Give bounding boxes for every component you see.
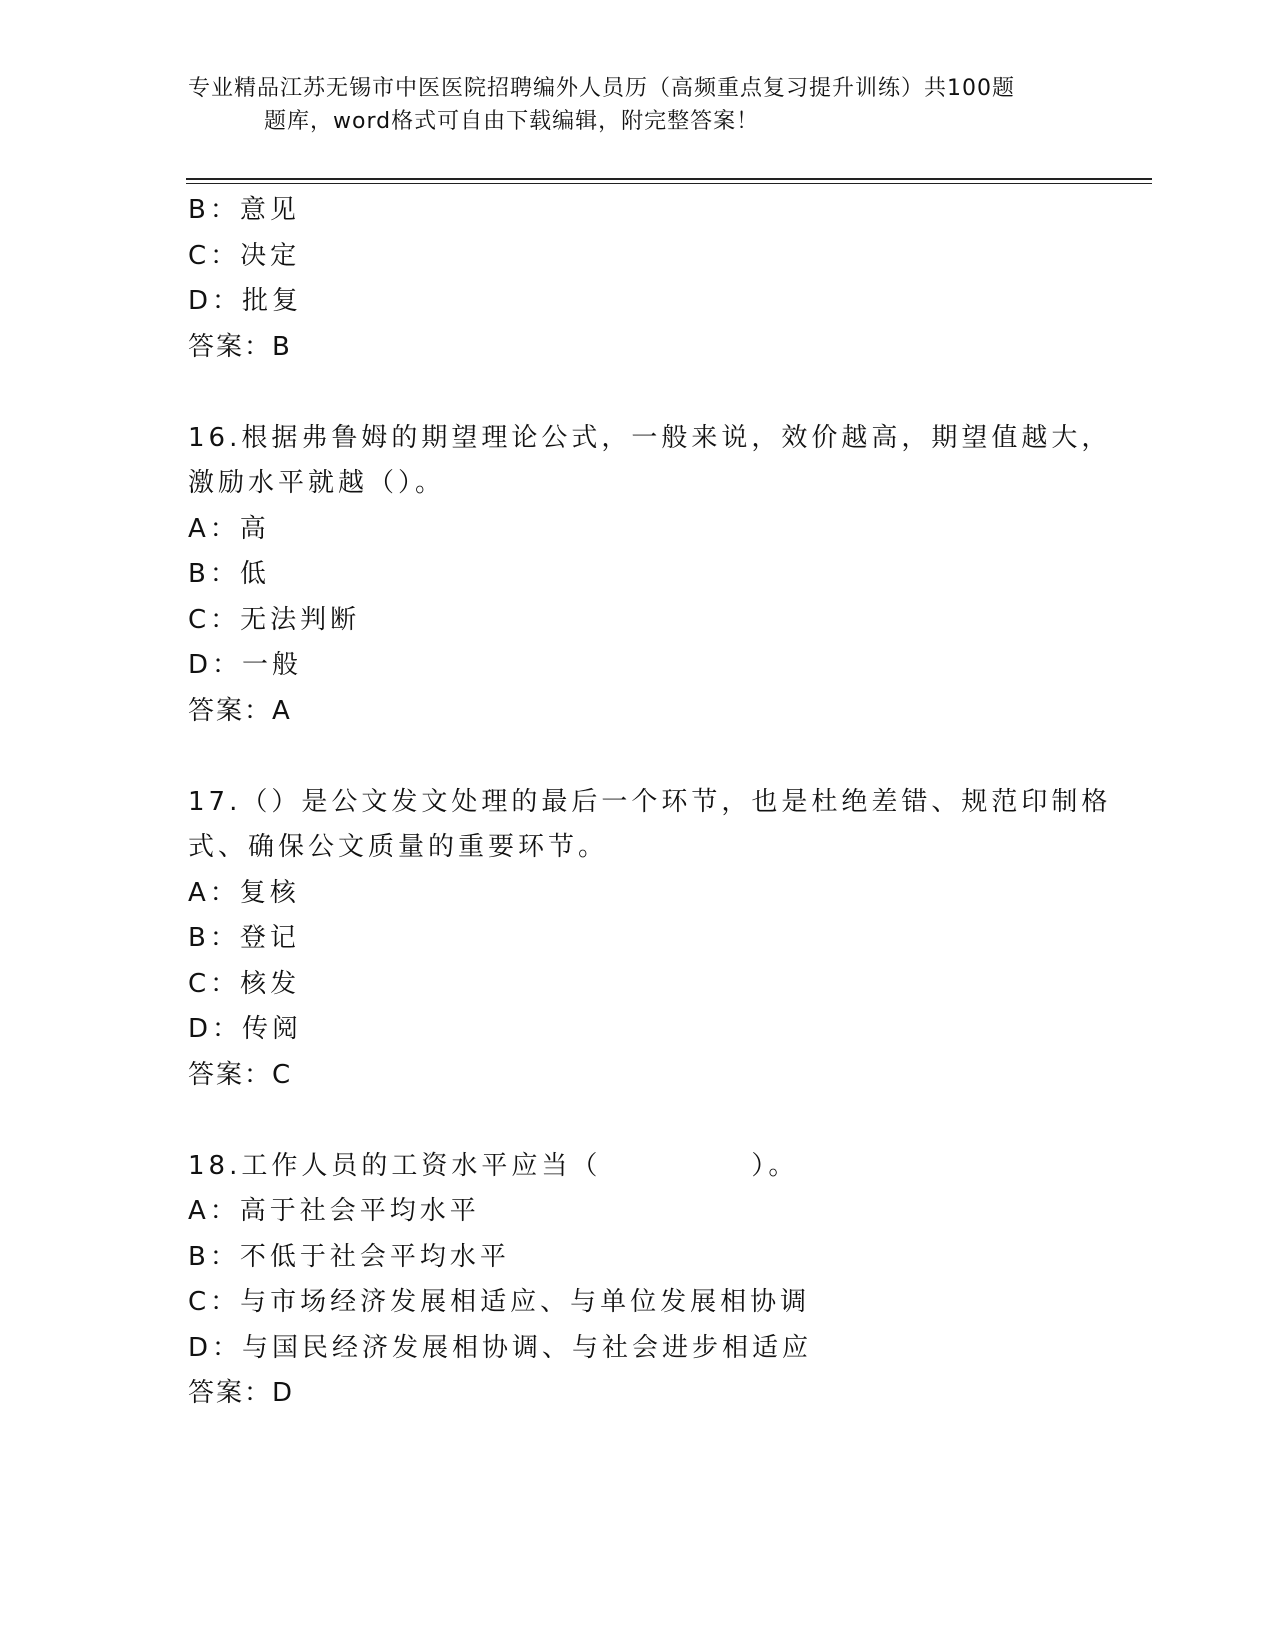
answer-line: 答案：A [188,695,292,726]
prev-question-block [188,188,1088,370]
option-d: D：一般 [188,650,303,680]
answer-line: 答案：B [188,331,292,362]
answer-line: 答案：D [188,1378,295,1408]
header-title-line-1: 专业精品江苏无锡市中医医院招聘编外人员历（高频重点复习提升训练）共100题 [188,76,1015,101]
document-header [188,72,1088,138]
option-a: A：复核 [188,877,300,908]
spacer [188,370,1088,416]
option-d: D：与国民经济发展相协调、与社会进步相适应 [188,1332,813,1363]
option-d: D：传阅 [188,1014,303,1044]
option-b: B：低 [188,559,270,589]
question-list [188,188,1112,1417]
question-text-line: 16.根据弗鲁姆的期望理论公式，一般来说，效价越高，期望值越大， [188,422,1112,453]
option-c: C：无法判断 [188,604,361,635]
question-text-line: 17.（）是公文发文处理的最后一个环节，也是杜绝差错、规范印制格 [188,786,1112,817]
question-17-block [188,780,1112,1099]
question-16-block [188,416,1112,735]
question-text-line: 式、确保公文质量的重要环节。 [188,832,609,862]
option-b: B：意见 [188,195,300,225]
option-a: A：高于社会平均水平 [188,1196,480,1226]
question-text-line: 激励水平就越（）。 [188,468,446,498]
option-d: D：批复 [188,286,303,316]
spacer [188,734,1088,780]
option-c: C：与市场经济发展相适应、与单位发展相协调 [188,1287,811,1317]
spacer [188,1098,1088,1144]
option-b: B：不低于社会平均水平 [188,1241,510,1272]
question-18-block [188,1144,1088,1417]
answer-line: 答案：C [188,1059,293,1090]
option-c: C：核发 [188,968,301,999]
option-c: C：决定 [188,240,301,271]
option-a: A：高 [188,513,270,544]
question-text-line: 18.工作人员的工资水平应当（ ）。 [188,1150,799,1181]
option-b: B：登记 [188,923,300,953]
header-title-line-2: 题库，word格式可自由下载编辑，附完整答案！ [264,109,760,134]
header-rule-thin [186,183,1152,184]
header-rule-thick [186,178,1152,180]
